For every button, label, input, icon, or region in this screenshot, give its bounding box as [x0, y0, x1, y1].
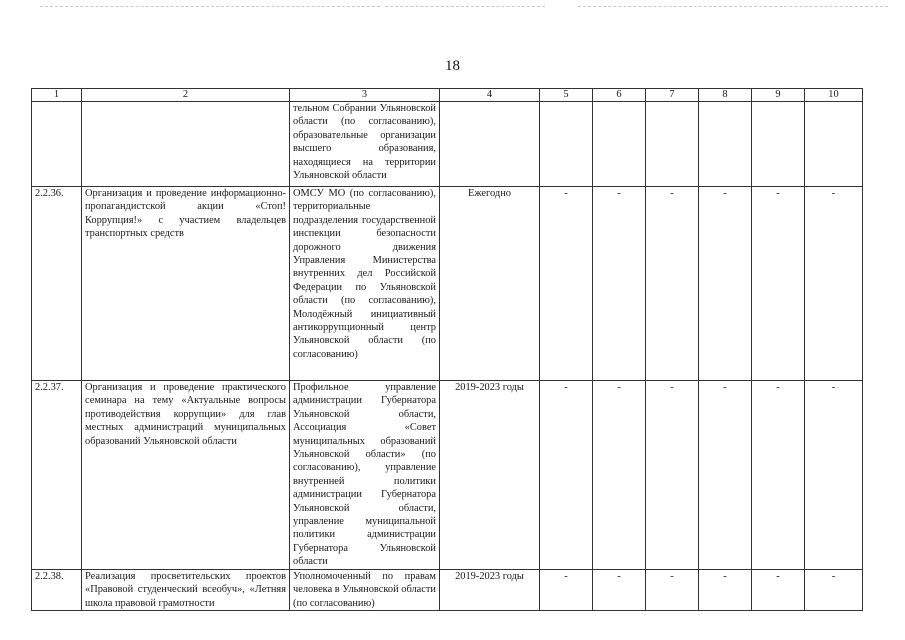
column-header: 6 [593, 89, 646, 102]
row-activity: Организация и проведение практического семинара на тему «Актуальные вопросы противодействия коррупции» для глав местных администраций муниципальных образований Ульяновской области [82, 381, 290, 570]
plan-table [31, 88, 863, 611]
row-col9 [752, 102, 805, 187]
column-header: 3 [290, 89, 440, 102]
row-col9: - [752, 187, 805, 381]
row-col10: - [805, 381, 863, 570]
row-col9: - [752, 569, 805, 610]
row-col6: - [593, 569, 646, 610]
column-header: 7 [646, 89, 699, 102]
scan-artifact-line [578, 6, 888, 7]
row-col10: - [805, 569, 863, 610]
row-col8: - [699, 381, 752, 570]
row-col5 [540, 102, 593, 187]
column-header: 10 [805, 89, 863, 102]
column-header: 1 [32, 89, 82, 102]
row-col8 [699, 102, 752, 187]
row-period [440, 102, 540, 187]
row-id: 2.2.36. [32, 187, 82, 381]
row-activity [82, 102, 290, 187]
column-header: 5 [540, 89, 593, 102]
row-period: 2019-2023 годы [440, 381, 540, 570]
row-id: 2.2.38. [32, 569, 82, 610]
row-col10: - [805, 187, 863, 381]
row-id: 2.2.37. [32, 381, 82, 570]
row-col6: - [593, 187, 646, 381]
row-col5: - [540, 187, 593, 381]
header-row [32, 89, 863, 102]
row-col7 [646, 102, 699, 187]
scan-artifact-line [385, 6, 545, 7]
row-executors: Уполномоченный по правам человека в Ульяновской области (по согласованию) [290, 569, 440, 610]
row-col7: - [646, 187, 699, 381]
row-col5: - [540, 569, 593, 610]
row-col9: - [752, 381, 805, 570]
row-executors: Профильное управление администрации Губернатора Ульяновской области, Ассоциация «Совет муниципальных образований Ульяновской области» (по согласованию), управление внутренней политики администрации Губернатора Ульяновской области, управление муниципальной политики администрации Губернатора Ульяновской области [290, 381, 440, 570]
row-id [32, 102, 82, 187]
row-col7: - [646, 569, 699, 610]
table-row [32, 569, 863, 610]
table-row [32, 381, 863, 570]
row-col6: - [593, 381, 646, 570]
table-row [32, 102, 863, 187]
column-header: 4 [440, 89, 540, 102]
row-col5: - [540, 381, 593, 570]
scan-artifact-line [40, 6, 380, 7]
row-executors: ОМСУ МО (по согласованию), территориальные подразделения государственной инспекции безопасности дорожного движения Управления Министерства внутренних дел Российской Федерации по Ульяновской области (по согласованию), Молодёжный инициативный антикоррупционный центр Ульяновской области (по согласованию) [290, 187, 440, 381]
row-activity: Организация и проведение информационно-пропагандистской акции «Стоп! Коррупция!» с участием владельцев транспортных средств [82, 187, 290, 381]
table-row [32, 187, 863, 381]
row-col10 [805, 102, 863, 187]
row-col8: - [699, 187, 752, 381]
row-col6 [593, 102, 646, 187]
column-header: 8 [699, 89, 752, 102]
row-activity: Реализация просветительских проектов «Правовой студенческий всеобуч», «Летняя школа правовой грамотности [82, 569, 290, 610]
column-header: 2 [82, 89, 290, 102]
row-period: 2019-2023 годы [440, 569, 540, 610]
row-executors: тельном Собрании Ульяновской области (по согласованию), образовательные организации высшего образования, находящиеся на территории Ульяновской области [290, 102, 440, 187]
page-number: 18 [445, 58, 460, 74]
column-header: 9 [752, 89, 805, 102]
row-col8: - [699, 569, 752, 610]
row-col7: - [646, 381, 699, 570]
row-period: Ежегодно [440, 187, 540, 381]
